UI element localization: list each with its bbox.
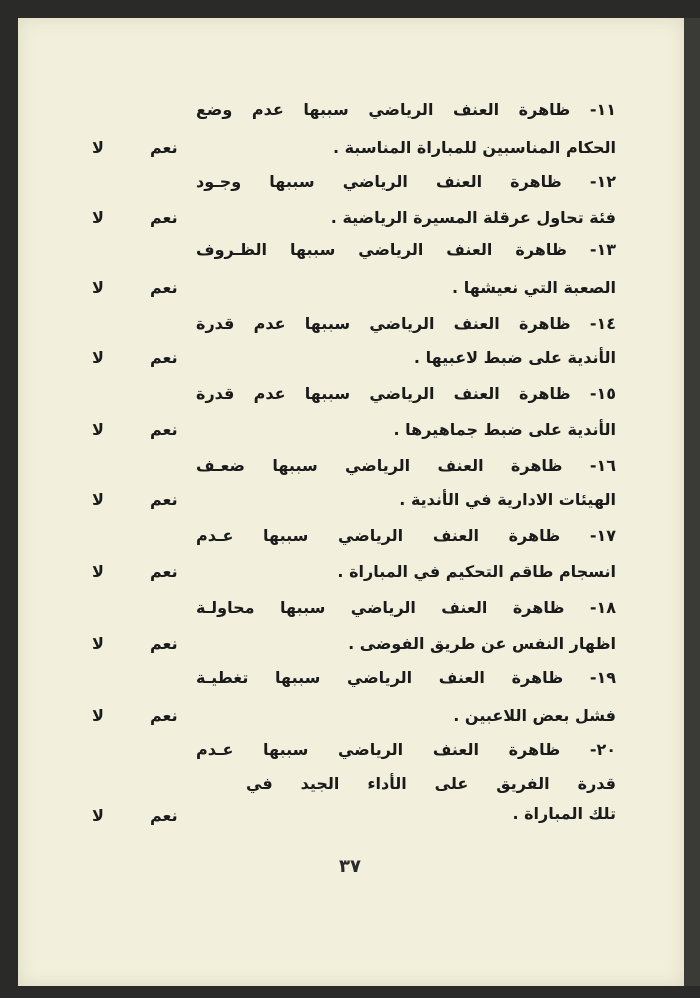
item-18-line-1: ١٨- ظاهرة العنف الرياضي سببها محاولـة xyxy=(196,598,616,617)
item-12-line-1: ١٢- ظاهرة العنف الرياضي سببها وجـود xyxy=(196,172,616,191)
item-20-line-1: ٢٠- ظاهرة العنف الرياضي سببها عـدم xyxy=(196,740,616,759)
answer-yes[interactable]: نعم xyxy=(150,420,178,439)
item-13-line-1: ١٣- ظاهرة العنف الرياضي سببها الظـروف xyxy=(196,240,616,259)
item-12-line-2: فئة تحاول عرقلة المسيرة الرياضية . xyxy=(330,208,616,227)
item-17-line-2: انسجام طاقم التحكيم في المباراة . xyxy=(337,562,616,581)
item-14-line-1: ١٤- ظاهرة العنف الرياضي سببها عدم قدرة xyxy=(196,314,616,333)
item-15-line-1: ١٥- ظاهرة العنف الرياضي سببها عدم قدرة xyxy=(196,384,616,403)
answer-no[interactable]: لا xyxy=(92,806,104,825)
answer-yes[interactable]: نعم xyxy=(150,806,178,825)
answer-no[interactable]: لا xyxy=(92,138,104,157)
answer-no[interactable]: لا xyxy=(92,420,104,439)
answer-yes[interactable]: نعم xyxy=(150,706,178,725)
page-number: ٣٧ xyxy=(339,856,361,877)
answer-yes[interactable]: نعم xyxy=(150,348,178,367)
answer-no[interactable]: لا xyxy=(92,706,104,725)
answer-no[interactable]: لا xyxy=(92,490,104,509)
item-19-line-1: ١٩- ظاهرة العنف الرياضي سببها تغطيـة xyxy=(196,668,616,687)
answer-no[interactable]: لا xyxy=(92,278,104,297)
answer-yes[interactable]: نعم xyxy=(150,634,178,653)
item-17-line-1: ١٧- ظاهرة العنف الرياضي سببها عـدم xyxy=(196,526,616,545)
answer-no[interactable]: لا xyxy=(92,634,104,653)
answer-no[interactable]: لا xyxy=(92,348,104,367)
answer-yes[interactable]: نعم xyxy=(150,490,178,509)
answer-yes[interactable]: نعم xyxy=(150,278,178,297)
item-16-line-1: ١٦- ظاهرة العنف الرياضي سببها ضعـف xyxy=(196,456,616,475)
item-20-line-2: قدرة الفريق على الأداء الجيد في xyxy=(246,774,616,793)
item-14-line-2: الأندية على ضبط لاعبيها . xyxy=(413,348,616,367)
item-18-line-2: اظهار النفس عن طريق الفوضى . xyxy=(348,634,616,653)
item-11-line-1: ١١- ظاهرة العنف الرياضي سببها عدم وضع xyxy=(196,100,616,119)
item-19-line-2: فشل بعض اللاعبين . xyxy=(453,706,616,725)
item-15-line-2: الأندية على ضبط جماهيرها . xyxy=(393,420,616,439)
answer-yes[interactable]: نعم xyxy=(150,562,178,581)
item-20-line-3: تلك المباراة . xyxy=(512,804,616,823)
answer-no[interactable]: لا xyxy=(92,562,104,581)
answer-no[interactable]: لا xyxy=(92,208,104,227)
scan-edge xyxy=(684,18,700,986)
answer-yes[interactable]: نعم xyxy=(150,208,178,227)
answer-yes[interactable]: نعم xyxy=(150,138,178,157)
item-13-line-2: الصعبة التي نعيشها . xyxy=(452,278,616,297)
item-16-line-2: الهيئات الادارية في الأندية . xyxy=(399,490,616,509)
item-11-line-2: الحكام المناسبين للمباراة المناسبة . xyxy=(332,138,616,157)
